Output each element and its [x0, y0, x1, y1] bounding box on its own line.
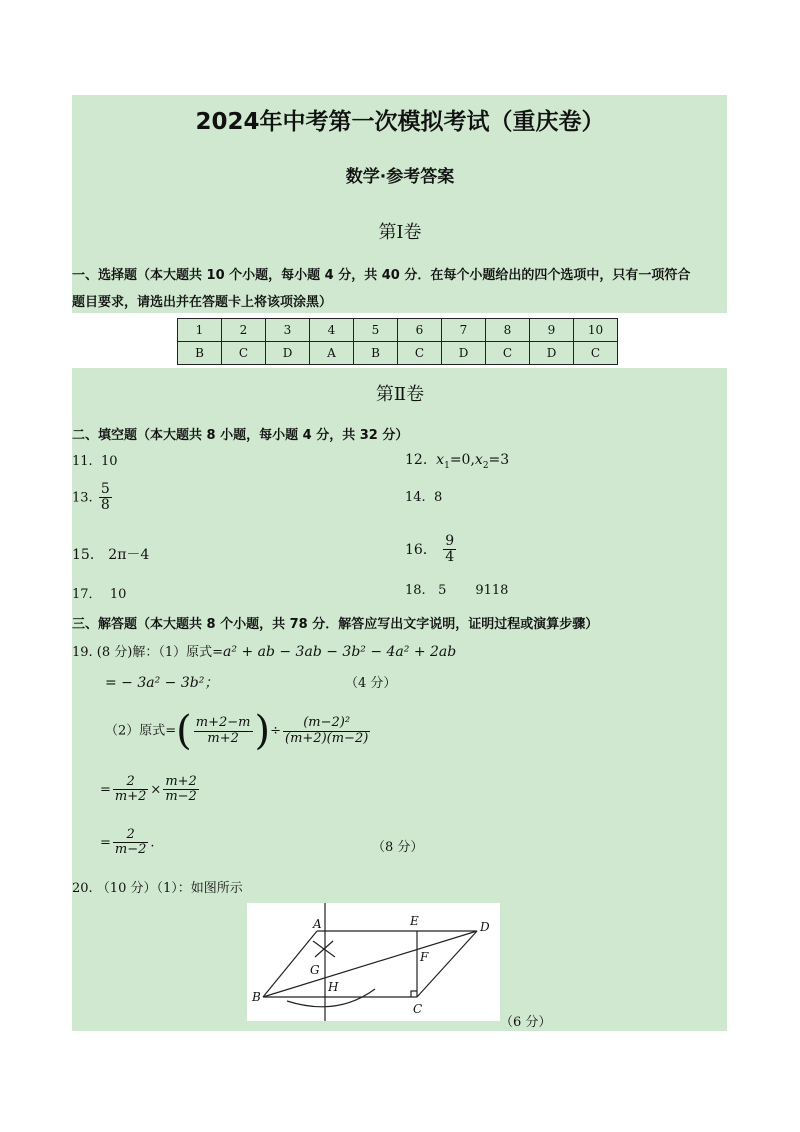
answer-letter: C	[398, 342, 442, 365]
label-C: C	[413, 1002, 423, 1016]
answer-letter: A	[310, 342, 354, 365]
answer-17: 17． 10	[72, 587, 127, 602]
answer-table	[177, 318, 618, 365]
fraction: $\frac{9}{4}$	[445, 533, 455, 566]
question-number: 7	[442, 319, 486, 342]
fraction: $\frac{\text{(m−2)²}}{(m+2)(m-2)}$	[285, 715, 369, 746]
q19-step2: = $\frac{2}{m+2}$ × $\frac{m+2}{m-2}$	[100, 774, 197, 805]
q19-line1: 19. (8 分)解：（1）原式=a² + ab − 3ab − 3b² − 4a² + 2ab	[72, 644, 457, 660]
label-B: B	[252, 990, 261, 1004]
fraction: $\frac{2}{m+2}$	[114, 774, 147, 805]
answer-14: 14. 8	[405, 490, 443, 505]
answer-letter: C	[486, 342, 530, 365]
label-E: E	[410, 914, 419, 928]
answer-letter: C	[574, 342, 618, 365]
section2-heading: 二、填空题（本大题共 8 小题，每小题 4 分，共 32 分）	[72, 428, 409, 443]
answer-letter: D	[266, 342, 310, 365]
label-H: H	[328, 980, 339, 994]
question-number: 9	[530, 319, 574, 342]
construction-cross-2	[315, 941, 333, 957]
answer-letter: C	[222, 342, 266, 365]
fraction: $\frac{m+2-m}{m+2}$	[195, 715, 251, 746]
q20-intro: 20. （10 分）（1）：如图所示	[72, 881, 243, 896]
answer-15: 15． 2π－4	[72, 547, 150, 563]
fraction: $\frac{5}{8}$	[100, 481, 110, 514]
parallelogram-diagram	[247, 903, 500, 1021]
q19-line2: = − 3a² − 3b²；	[105, 675, 219, 691]
fraction: $\frac{m+2}{m-2}$	[165, 774, 197, 805]
segment-AB	[263, 931, 317, 997]
volume-2-heading: 第Ⅱ卷	[375, 384, 425, 405]
label-G: G	[310, 963, 320, 977]
volume-1-heading: 第Ⅰ卷	[378, 222, 422, 243]
section3-heading: 三、解答题（本大题共 8 个小题，共 78 分．解答应写出文字说明，证明过程或演算步骤）	[72, 617, 599, 632]
answer-18: 18. 5 9118	[405, 583, 509, 598]
label-F: F	[420, 950, 429, 964]
q20-score: （6 分）	[500, 1015, 552, 1030]
question-number: 1	[178, 319, 222, 342]
segment-BD	[263, 931, 477, 997]
q19-step3: = $\frac{2}{m-2}$ .	[100, 827, 155, 858]
question-number: 4	[310, 319, 354, 342]
question-number: 3	[266, 319, 310, 342]
answer-11: 11. 10	[72, 454, 118, 469]
section1-heading-line1: 一、选择题（本大题共 10 个小题，每小题 4 分，共 40 分．在每个小题给出的四个选项中，只有一项符合	[72, 268, 691, 283]
question-number: 6	[398, 319, 442, 342]
answer-letter: B	[178, 342, 222, 365]
answer-13: 13. $\frac{5}{8}$	[72, 481, 110, 514]
answer-12: 12. $x_1=0,x_2=3$	[405, 452, 510, 471]
question-number: 8	[486, 319, 530, 342]
question-number: 10	[574, 319, 618, 342]
segment-DC	[417, 931, 477, 997]
geometry-figure	[247, 903, 500, 1021]
answer-letter: B	[354, 342, 398, 365]
answer-table-number-row	[178, 319, 618, 342]
answer-table-answer-row	[178, 342, 618, 365]
q19-score-2: （8 分）	[372, 840, 424, 855]
answer-16: 16． $\frac{9}{4}$	[405, 533, 455, 566]
page-title: 2024年中考第一次模拟考试（重庆卷）	[195, 109, 605, 135]
page-subtitle: 数学·参考答案	[345, 167, 455, 187]
question-number: 2	[222, 319, 266, 342]
q19-score-1: （4 分）	[345, 676, 397, 691]
right-angle-mark	[411, 991, 417, 997]
answer-letter: D	[442, 342, 486, 365]
answer-letter: D	[530, 342, 574, 365]
q19-part2: （2）原式=( $\frac{m+2-m}{m+2}$ )÷ $\frac{\text{(m−2)²}}{(m+2)(m-2)}$	[105, 708, 369, 754]
label-A: A	[313, 917, 322, 931]
label-D: D	[480, 920, 490, 934]
fraction: $\frac{2}{m-2}$	[114, 827, 147, 858]
question-number: 5	[354, 319, 398, 342]
section1-heading-line2: 题目要求，请选出并在答题卡上将该项涂黑）	[72, 295, 333, 310]
